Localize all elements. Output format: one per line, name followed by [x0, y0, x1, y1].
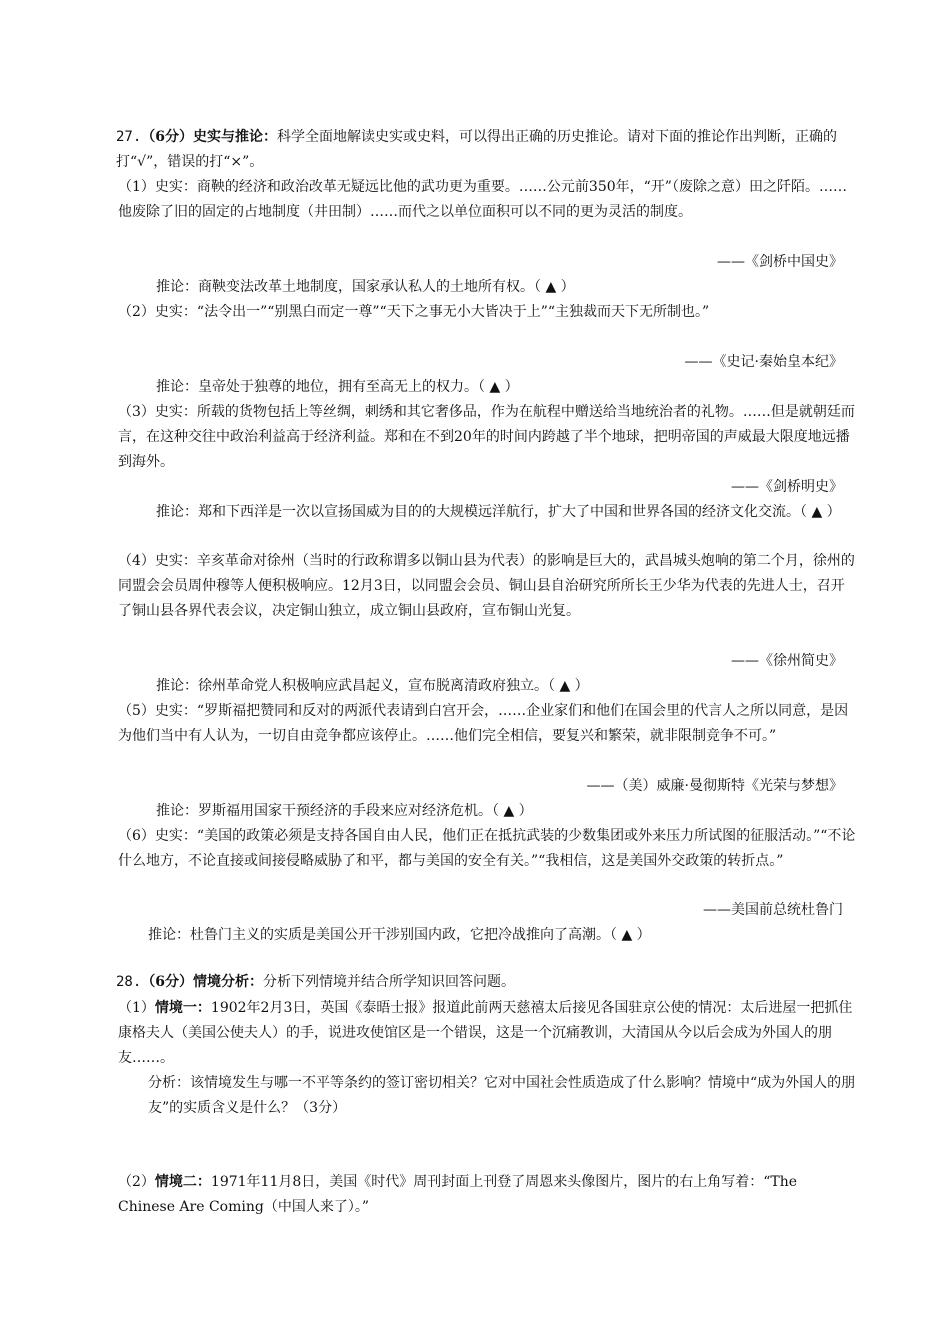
question-28-header: [116, 970, 856, 995]
item-text: “美国的政策必须是支持各国自由人民，他们正在抵抗武装的少数集团或外来压力所试图的征服活动。”“不论什么地方，不论直接或间接侵略威胁了和平，都与美国的安全有关。”“我相信，这是美国外交政策的转折点。”: [118, 828, 856, 869]
item-text: 商鞅的经济和政治改革无疑远比他的武功更为重要。……公元前350年，“开”（废除之意）田之阡陌。……他废除了旧的固定的占地制度（井田制）……而代之以单位面积可以不同的更为灵活的制度。: [118, 179, 847, 220]
item-text: 1902年2月3日，英国《泰晤士报》报道此前两天慈禧太后接见各国驻京公使的情况：太后进屋一把抓住康格夫人（美国公使夫人）的手，说进攻使馆区是一个错误，这是一个沉痛教训，大清国从今以后会成为外国人的朋友……。: [118, 1000, 853, 1066]
item-label: （1）史实：: [118, 179, 197, 195]
item-text: 1971年11月8日，美国《时代》周刊封面上刊登了周恩来头像图片，图片的右上角写着：“The Chinese Are Coming（中国人来了）。”: [118, 1174, 798, 1215]
question-intro: 科学全面地解读史实或史料，可以得出正确的历史推论。请对下面的推论作出判断，正确的打“√”，错误的打“×”。: [116, 129, 838, 170]
item-text: “罗斯福把赞同和反对的两派代表请到白宫开会，……企业家们和他们在国会里的代言人之所以同意，是因为他们当中有人认为，一切自由竞争都应该停止。……他们完全相信，要复兴和繁荣，就非限制竞争不可。”: [118, 703, 849, 744]
q27-item-4-source: ——《徐州简史》: [731, 653, 843, 669]
item-label: （2）史实：: [118, 304, 197, 320]
q27-item-5: [118, 699, 858, 749]
q27-item-2-source: ——《史记·秦始皇本纪》: [684, 354, 843, 370]
question-score: （6分）: [141, 974, 194, 990]
item-label: （3）史实：: [118, 404, 197, 420]
item-label: （1）: [118, 1000, 155, 1016]
q27-item-1-inference: 推论：商鞅变法改革土地制度，国家承认私人的土地所有权。（ ▲ ）: [156, 279, 575, 295]
q27-item-1: [118, 175, 858, 225]
item-text: 所载的货物包括上等丝绸，刺绣和其它奢侈品，作为在航程中赠送给当地统治者的礼物。……但是就朝廷而言，在这种交往中政治利益高于经济利益。郑和在不到20年的时间内跨越了半个地球，把明帝国的声威最大限度地远播到海外。: [118, 404, 855, 470]
question-title: 史实与推论：: [193, 129, 278, 145]
question-27-header: [116, 125, 856, 175]
question-score: （6分）: [141, 129, 194, 145]
q27-item-5-inference: 推论：罗斯福用国家干预经济的手段来应对经济危机。（ ▲ ）: [156, 803, 533, 819]
q27-item-1-source: ——《剑桥中国史》: [717, 254, 843, 270]
item-title: 情境二：: [154, 1174, 211, 1190]
item-label: （5）史实：: [118, 703, 197, 719]
q27-item-4-inference: 推论：徐州革命党人积极响应武昌起义，宣布脱离清政府独立。（ ▲ ）: [156, 678, 589, 694]
q27-item-3-source: ——《剑桥明史》: [731, 479, 843, 495]
question-number: 28.: [116, 974, 142, 990]
q27-item-6-source: ——美国前总统杜鲁门: [703, 902, 843, 918]
item-text: “法令出一”“别黑白而定一尊”“天下之事无小大皆决于上”“主独裁而天下无所制也。”: [196, 304, 710, 320]
q27-item-3-inference: 推论：郑和下西洋是一次以宣扬国威为目的的大规模远洋航行，扩大了中国和世界各国的经济文化交流。（ ▲ ）: [156, 504, 841, 520]
item-label: （6）史实：: [118, 828, 197, 844]
question-title: 情境分析：: [193, 974, 264, 990]
item-text: 辛亥革命对徐州（当时的行政称谓多以铜山县为代表）的影响是巨大的，武昌城头炮响的第二个月，徐州的同盟会会员周仲穆等人便积极响应。12月3日，以同盟会会员、铜山县自治研究所所长王少华为代表的先进人士，召开了铜山县各界代表会议，决定铜山独立，成立铜山县政府，宣布铜山光复。: [118, 553, 855, 619]
item-label: （4）史实：: [118, 553, 197, 569]
q27-item-5-source: ——（美）威廉·曼彻斯特《光荣与梦想》: [586, 778, 843, 794]
q27-item-6-inference: 推论：杜鲁门主义的实质是美国公开干涉别国内政，它把冷战推向了高潮。（ ▲ ）: [148, 927, 651, 943]
item-label: （2）: [118, 1174, 155, 1190]
q27-item-6: [118, 824, 858, 874]
q27-item-2: [118, 300, 858, 325]
question-intro: 分析下列情境并结合所学知识回答问题。: [263, 974, 516, 990]
item-title: 情境一：: [154, 1000, 211, 1016]
q27-item-2-inference: 推论：皇帝处于独尊的地位，拥有至高无上的权力。（ ▲ ）: [156, 379, 519, 395]
q27-item-4: [118, 549, 858, 624]
q28-item-1: [118, 996, 858, 1071]
q28-item-1-question: 分析：该情境发生与哪一不平等条约的签订密切相关？它对中国社会性质造成了什么影响？情境中“成为外国人的朋友”的实质含义是什么？（3分）: [148, 1075, 856, 1116]
question-number: 27.: [116, 129, 142, 145]
q28-item-2: [118, 1170, 858, 1220]
q27-item-3: [118, 400, 858, 475]
